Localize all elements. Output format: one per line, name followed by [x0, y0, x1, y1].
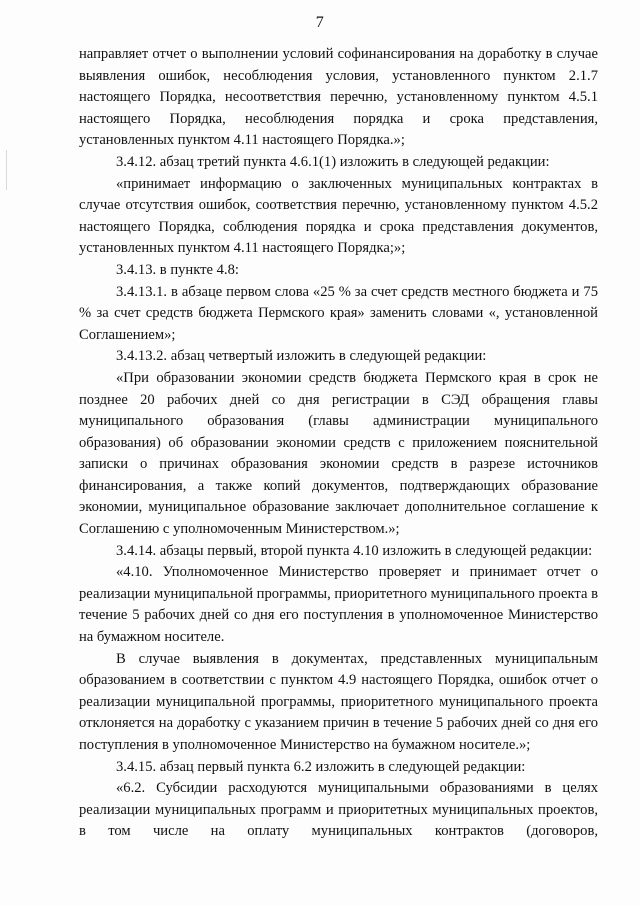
document-body — [79, 44, 598, 843]
paragraph-3-4-12: 3.4.12. абзац третий пункта 4.6.1(1) изложить в следующей редакции: — [116, 153, 550, 170]
paragraph-continuation: направляет отчет о выполнении условий софинансирования на доработку в случае выявления ошибок, несоблюдения условия, установленного пунктом 2.1.7 настоящего Порядка, несоответствия перечню, установленному пунктом 4.5.1 настоящего Порядка, несоблюдения порядка и срока представления, установленных пунктом 4.11 настоящего Порядка.»; — [79, 46, 598, 149]
paragraph-3-4-14: 3.4.14. абзацы первый, второй пункта 4.10 изложить в следующей редакции: — [116, 542, 593, 559]
page-number: 7 — [315, 14, 325, 31]
paragraph-quote-economy: «При образовании экономии средств бюджета Пермского края в срок не позднее 20 рабочих дней со дня регистрации в СЭД обращения главы муниципального образования (главы администрации муниципального образования) об образовании экономии средств с приложением пояснительной записки о причинах образования экономии средств в разрезе источников финансирования, а также копий документов, подтверждающих образование экономии, муниципальное образование заключает дополнительное соглашение к Соглашению с уполномоченным Министерством.»; — [79, 369, 598, 538]
paragraph-errors-found: В случае выявления в документах, представленных муниципальным образованием в соответствии с пунктом 4.9 настоящего Порядка, ошибок отчет о реализации муниципальной программы, приоритетного муниципального проекта отклоняется на доработку с указанием причин в течение 5 рабочих дней со дня его поступления в уполномоченное Министерство на бумажном носителе.»; — [79, 650, 598, 753]
paragraph-3-4-13-1: 3.4.13.1. в абзаце первом слова «25 % за счет средств местного бюджета и 75 % за счет средств бюджета Пермского края» заменить словами «, установленной Соглашением»; — [79, 283, 598, 343]
paragraph-3-4-13: 3.4.13. в пункте 4.8: — [116, 261, 239, 278]
paragraph-quote-4-10: «4.10. Уполномоченное Министерство проверяет и принимает отчет о реализации муниципальной программы, приоритетного муниципального проекта в течение 5 рабочих дней со дня его поступления в уполномоченное Министерство на бумажном носителе. — [79, 564, 598, 646]
paragraph-quote-6-2: «6.2. Субсидии расходуются муниципальными образованиями в целях реализации муниципальных программ и приоритетных муниципальных проектов, в том числе на оплату муниципальных контрактов (договоров, — [79, 780, 598, 840]
paragraph-3-4-15: 3.4.15. абзац первый пункта 6.2 изложить в следующей редакции: — [116, 758, 526, 775]
paragraph-quote-4-6-1: «принимает информацию о заключенных муниципальных контрактах в случае отсутствия ошибок, соответствия перечню, установленному пунктом 4.5.2 настоящего Порядка, соблюдения порядка и срока представления документов, установленных пунктом 4.11 настоящего Порядка;»; — [79, 175, 598, 257]
paragraph-3-4-13-2: 3.4.13.2. абзац четвертый изложить в следующей редакции: — [116, 348, 487, 365]
scan-edge-mark — [6, 150, 7, 190]
